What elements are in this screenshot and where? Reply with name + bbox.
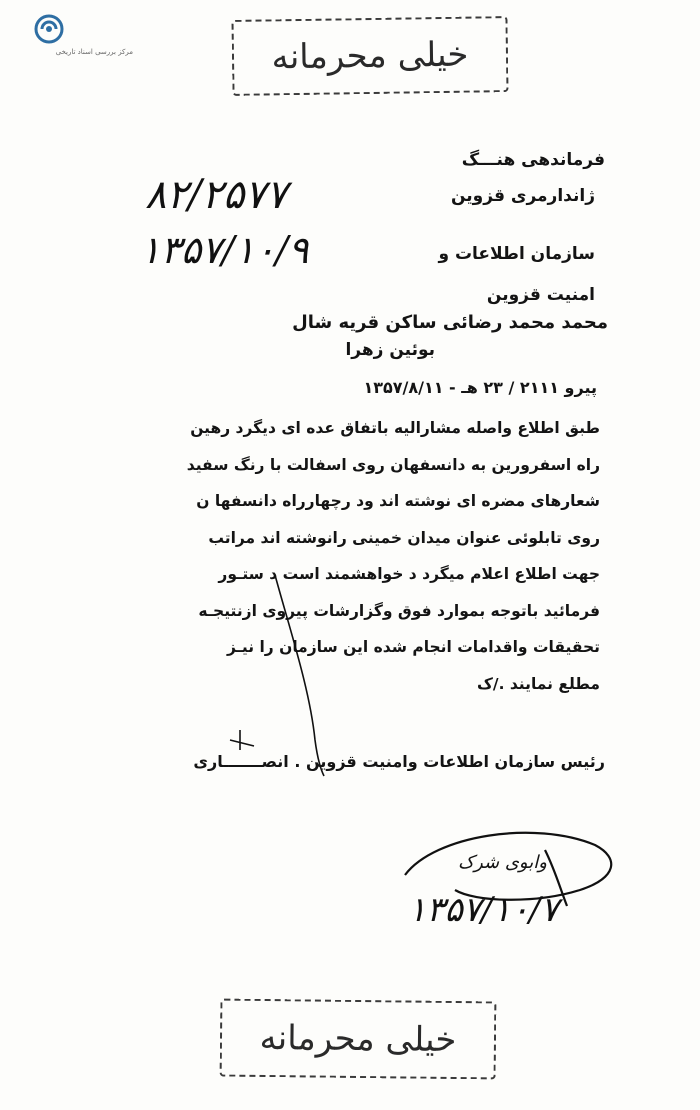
- handwritten-date: ۱۳۵۷/۱۰/۹: [140, 228, 309, 272]
- body-line: تحقیقات واقدامات انجام شده این سازمان را نیـز: [226, 638, 600, 656]
- archive-logo: [18, 14, 133, 62]
- reference-line: پیرو ۲۱۱۱ / ۲۳ هـ - ۱۳۵۷/۸/۱۱: [363, 378, 597, 397]
- classification-stamp-bottom: خیلی محرمانه: [220, 999, 497, 1080]
- classification-stamp-top: خیلی محرمانه: [231, 16, 508, 96]
- body-line: راه اسفرورین به دانسفهان روی اسفالت با رنگ سفید: [186, 455, 600, 474]
- subject-line-2: بوئین زهرا: [345, 340, 435, 360]
- handwritten-number: ۸۲/۲۵۷۷: [145, 172, 288, 218]
- body-line: مطلع نمایند ./ک: [477, 674, 600, 693]
- body-line: طبق اطلاع واصله مشارالیه باتفاق عده ای دیگرد رهین: [190, 419, 600, 437]
- signature-text: وابوی شرک: [458, 852, 547, 873]
- pen-scribble: [220, 570, 340, 780]
- body-line: فرمائید باتوجه بموارد فوق وگزارشات پیروی ازنتیجـه: [198, 601, 600, 620]
- subject-line-1: محمد محمد رضائی ساکن قریه شال: [292, 312, 608, 333]
- header-line-2: ژاندارمری قزوین: [451, 186, 595, 206]
- sign-off-line: رئیس سازمان اطلاعات وامنیت قزوین . انصـــــــاری: [193, 752, 605, 771]
- header-line-3: سازمان اطلاعات و: [438, 244, 595, 264]
- body-line: شعارهای مضره ای نوشته اند ود رچهارراه دانسفها ن: [196, 492, 600, 510]
- body-line: روی تابلوئی عنوان میدان خمینی رانوشته اند مراتب: [208, 528, 600, 547]
- header-line-4: امنیت قزوین: [486, 285, 595, 305]
- body-paragraph: [120, 410, 600, 702]
- body-line: جهت اطلاع اعلام میگرد د خواهشمند است د ستـور: [218, 565, 600, 583]
- archive-logo-text: مرکز بررسی اسناد تاریخی: [55, 48, 133, 56]
- header-line-1: فرماندهی هنـــگ: [461, 150, 605, 170]
- handwritten-date: ۱۳۵۷/۱۰/۷: [408, 890, 559, 930]
- archive-logo-icon: [34, 14, 64, 44]
